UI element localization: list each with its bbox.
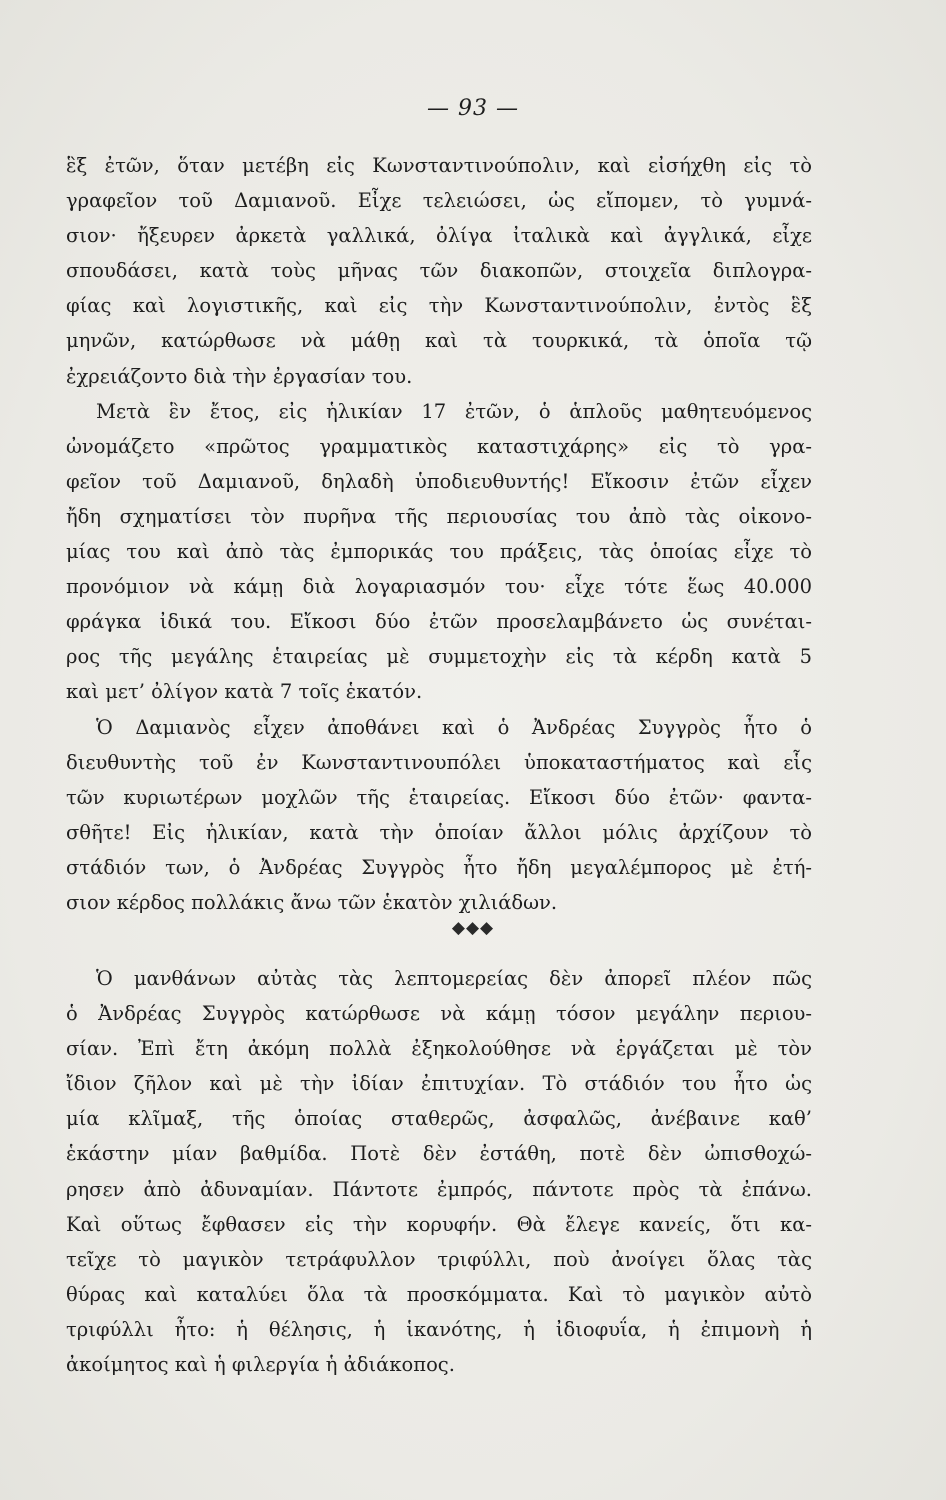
text-line: θύρας καὶ καταλύει ὅλα τὰ προσκόμματα. Καὶ τὸ μαγικὸν αὐτὸ [66, 1282, 812, 1306]
text-line: μίας του καὶ ἀπὸ τὰς ἐμπορικάς του πράξεις, τὰς ὁποίας εἶχε τὸ [66, 540, 812, 564]
text-line: ρησεν ἀπὸ ἀδυναμίαν. Πάντοτε ἐμπρός, πάντοτε πρὸς τὰ ἐπάνω. [66, 1177, 812, 1201]
text-line: Καὶ οὕτως ἔφθασεν εἰς τὴν κορυφήν. Θὰ ἔλεγε κανείς, ὅτι κα- [66, 1212, 812, 1236]
text-line: τεῖχε τὸ μαγικὸν τετράφυλλον τριφύλλι, ποὺ ἀνοίγει ὅλας τὰς [66, 1247, 812, 1271]
paragraph-block-1 [66, 148, 812, 920]
text-line: ἑκάστην μίαν βαθμίδα. Ποτὲ δὲν ἐστάθη, ποτὲ δὲν ὠπισθοχώ- [66, 1142, 812, 1166]
text-line: ὁ Ἀνδρέας Συγγρὸς κατώρθωσε νὰ κάμῃ τόσον μεγάλην περιου- [66, 1002, 812, 1026]
text-line: μία κλῖμαξ, τῆς ὁποίας σταθερῶς, ἀσφαλῶς, ἀνέβαινε καθ’ [66, 1107, 812, 1131]
text-line: σθῆτε! Εἰς ἡλικίαν, κατὰ τὴν ὁποίαν ἄλλοι μόλις ἀρχίζουν τὸ [66, 820, 812, 844]
text-line: γραφεῖον τοῦ Δαμιανοῦ. Εἶχε τελειώσει, ὡς εἴπομεν, τὸ γυμνά- [66, 189, 812, 213]
page-number: — 93 — [427, 96, 519, 121]
text-line: σιον· ἤξευρεν ἀρκετὰ γαλλικά, ὀλίγα ἰταλικὰ καὶ ἀγγλικά, εἶχε [66, 224, 812, 248]
text-line: σίαν. Ἐπὶ ἔτη ἀκόμη πολλὰ ἐξηκολούθησε νὰ ἐργάζεται μὲ τὸν [66, 1037, 812, 1061]
section-ornament: ◆◆◆ [451, 918, 495, 938]
text-line: ἐχρειάζοντο διὰ τὴν ἐργασίαν του. [66, 364, 413, 388]
text-line: προνόμιον νὰ κάμῃ διὰ λογαριασμόν του· εἶχε τότε ἕως 40.000 [66, 575, 812, 599]
text-line: διευθυντὴς τοῦ ἐν Κωνσταντινουπόλει ὑποκαταστήματος καὶ εἷς [66, 750, 812, 774]
paragraph-block-2 [66, 961, 812, 1382]
text-line: Ὁ Δαμιανὸς εἶχεν ἀποθάνει καὶ ὁ Ἀνδρέας Συγγρὸς ἦτο ὁ [96, 715, 812, 739]
text-line: φεῖον τοῦ Δαμιανοῦ, δηλαδὴ ὑποδιευθυντής! Εἴκοσιν ἐτῶν εἶχεν [66, 469, 812, 493]
text-line: φράγκα ἰδικά του. Εἴκοσι δύο ἐτῶν προσελαμβάνετο ὡς συνέται- [66, 610, 812, 634]
text-line: Ὁ μανθάνων αὐτὰς τὰς λεπτομερείας δὲν ἀπορεῖ πλέον πῶς [96, 967, 812, 990]
text-line: τῶν κυριωτέρων μοχλῶν τῆς ἑταιρείας. Εἴκοσι δύο ἐτῶν· φαντα- [66, 785, 812, 809]
text-line: σιον κέρδος πολλάκις ἄνω τῶν ἑκατὸν χιλιάδων. [66, 890, 558, 914]
text-line: Μετὰ ἓν ἔτος, εἰς ἡλικίαν 17 ἐτῶν, ὁ ἁπλοῦς μαθητευόμενος [96, 399, 812, 423]
text-line: σπουδάσει, κατὰ τοὺς μῆνας τῶν διακοπῶν, στοιχεῖα διπλογρα- [66, 259, 812, 283]
text-line: ρος τῆς μεγάλης ἑταιρείας μὲ συμμετοχὴν εἰς τὰ κέρδη κατὰ 5 [66, 645, 812, 669]
text-line: καὶ μετ’ ὀλίγον κατὰ 7 τοῖς ἑκατόν. [66, 680, 423, 704]
text-line: ἓξ ἐτῶν, ὅταν μετέβη εἰς Κωνσταντινούπολιν, καὶ εἰσήχθη εἰς τὸ [66, 154, 812, 177]
text-line: ὠνομάζετο «πρῶτος γραμματικὸς καταστιχάρης» εἰς τὸ γρα- [66, 434, 812, 458]
text-line: φίας καὶ λογιστικῆς, καὶ εἰς τὴν Κωνσταντινούπολιν, ἐντὸς ἓξ [66, 294, 812, 318]
text-line: ἴδιον ζῆλον καὶ μὲ τὴν ἰδίαν ἐπιτυχίαν. Τὸ στάδιόν του ἦτο ὡς [66, 1072, 812, 1096]
text-line: στάδιόν των, ὁ Ἀνδρέας Συγγρὸς ἦτο ἤδη μεγαλέμπορος μὲ ἐτή- [66, 855, 812, 879]
text-line: ἤδη σχηματίσει τὸν πυρῆνα τῆς περιουσίας του ἀπὸ τὰς οἰκονο- [66, 504, 812, 528]
text-line: τριφύλλι ἦτο: ἡ θέλησις, ἡ ἱκανότης, ἡ ἰδιοφυΐα, ἡ ἐπιμονὴ ἡ [66, 1317, 812, 1341]
text-line: ἀκοίμητος καὶ ἡ φιλεργία ἡ ἀδιάκοπος. [66, 1353, 455, 1377]
text-line: μηνῶν, κατώρθωσε νὰ μάθῃ καὶ τὰ τουρκικά, τὰ ὁποῖα τῷ [66, 329, 812, 353]
